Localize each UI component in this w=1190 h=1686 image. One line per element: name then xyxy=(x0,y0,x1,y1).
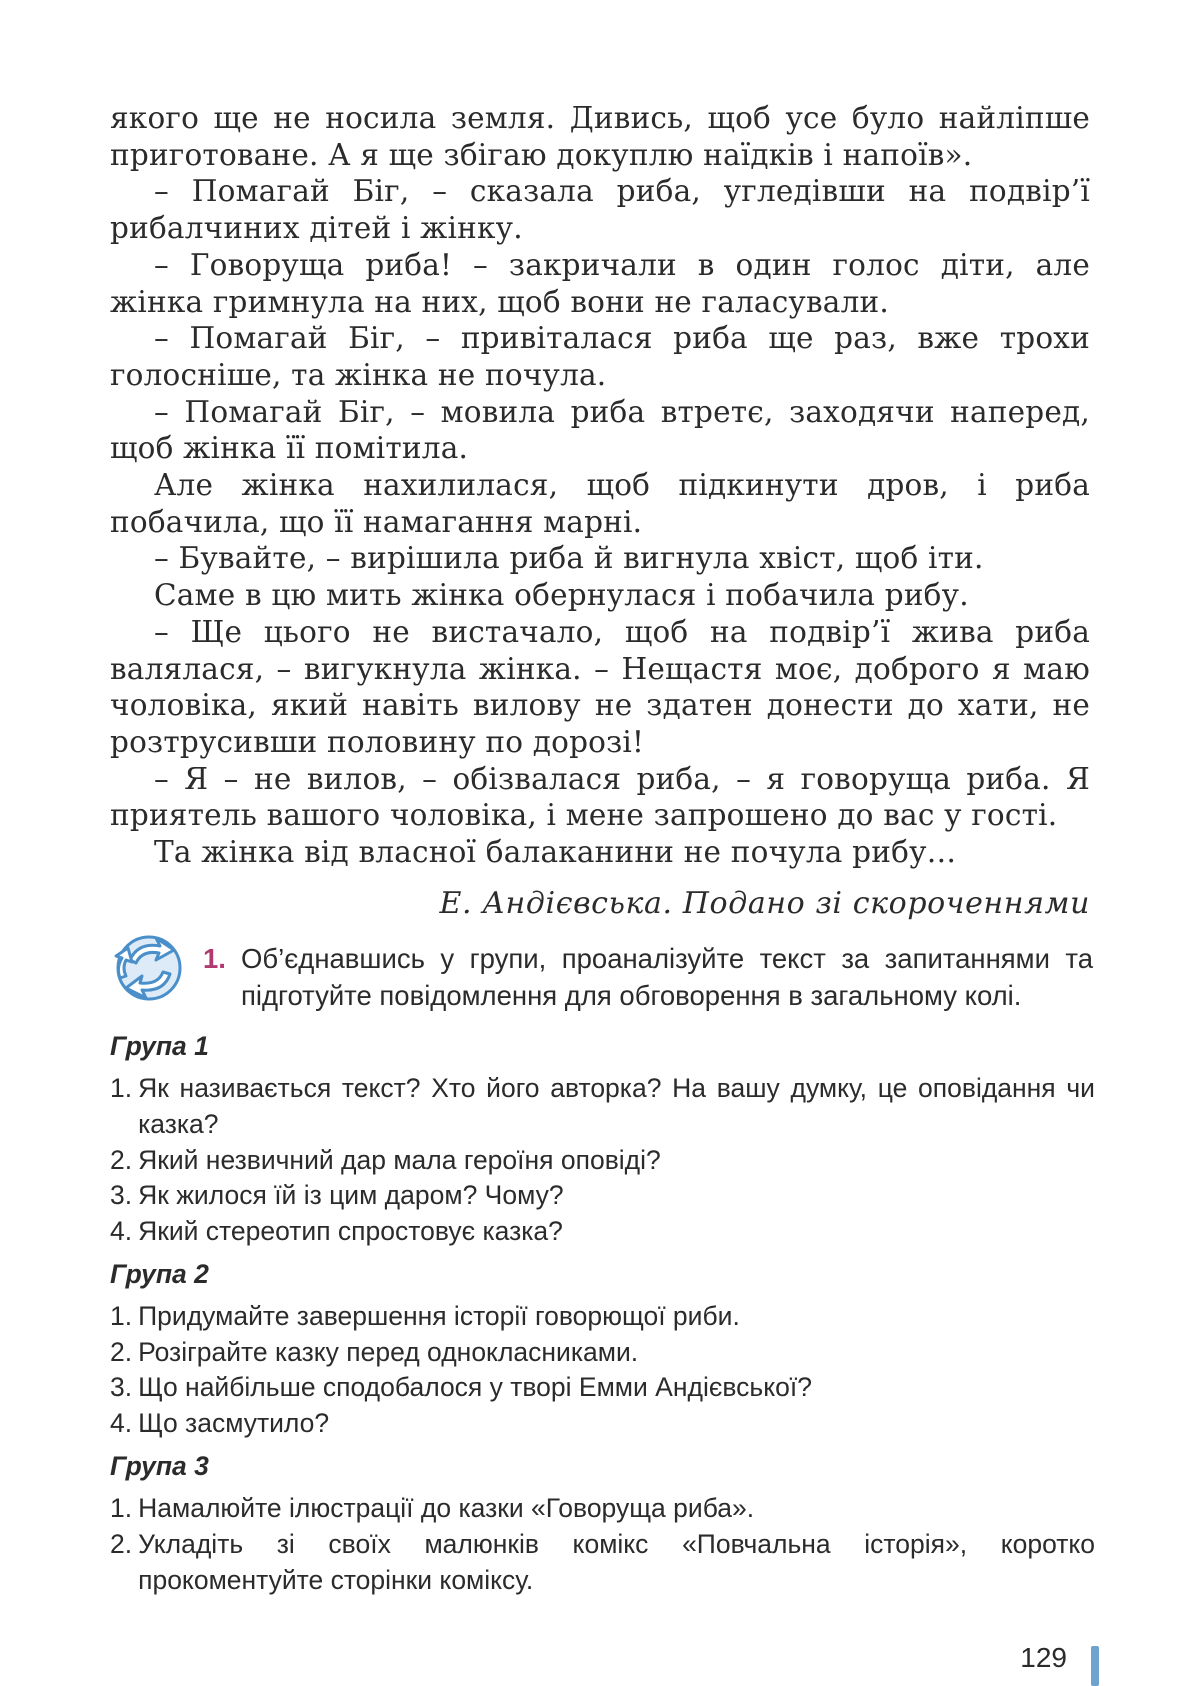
group-questions xyxy=(110,1028,1095,1605)
question-item xyxy=(110,1405,1095,1441)
question-text: Намалюйте ілюстрації до казки «Говоруща риба». xyxy=(138,1493,755,1523)
task-1 xyxy=(203,940,1093,1014)
question-item xyxy=(110,1070,1095,1142)
story-paragraph: Та жінка від власної балаканини не почула рибу… xyxy=(154,835,957,870)
question-number: 2. xyxy=(110,1144,133,1175)
question-text: Розіграйте казку перед однокласниками. xyxy=(138,1336,639,1367)
question-number: 3. xyxy=(110,1372,133,1402)
question-item xyxy=(110,1298,1095,1334)
group-title: Група 1 xyxy=(110,1031,209,1061)
question-item xyxy=(110,1213,1095,1249)
question-text: Як називається текст? Хто його авторка? На вашу думку, це оповідання чи казка? xyxy=(138,1073,1095,1139)
task-number: 1. xyxy=(203,943,226,974)
question-text: Укладіть зі своїх малюнків комікс «Повчальна історія», коротко прокоментуйте сторінки коміксу. xyxy=(138,1528,1095,1595)
page-edge-marker xyxy=(1091,1646,1099,1686)
story-paragraph: – Помагай Біг, – привіталася риба ще раз, вже трохи голосніше, та жінка не почула. xyxy=(110,321,1090,392)
question-number: 2. xyxy=(110,1528,133,1559)
source-attribution: Е. Андієвська. Подано зі скороченнями xyxy=(439,886,1090,921)
question-text: Як жилося їй із цим даром? Чому? xyxy=(138,1180,564,1210)
group-work-icon xyxy=(108,930,190,1006)
group-title: Група 2 xyxy=(110,1259,209,1289)
question-item xyxy=(110,1526,1095,1598)
story-paragraph: Але жінка нахилилася, щоб підкинути дров, і риба побачила, що її намагання марні. xyxy=(110,468,1090,539)
story-paragraph: якого ще не носила земля. Дивись, щоб усе було найліпше приготоване. А я ще збігаю докуплю наїдків і напоїв». xyxy=(110,101,1090,172)
group-question-list xyxy=(110,1070,1095,1249)
question-number: 3. xyxy=(110,1180,133,1210)
question-text: Який незвичний дар мала героїня оповіді? xyxy=(138,1144,661,1175)
question-item xyxy=(110,1177,1095,1213)
story-paragraph: – Бувайте, – вирішила риба й вигнула хвіст, щоб іти. xyxy=(154,541,984,576)
question-number: 2. xyxy=(110,1336,133,1367)
question-text: Що найбільше сподобалося у творі Емми Андієвської? xyxy=(138,1372,812,1402)
question-number: 1. xyxy=(110,1493,133,1523)
story-paragraph: – Помагай Біг, – сказала риба, угледівши на подвір’ї рибалчиних дітей і жінку. xyxy=(110,174,1090,246)
story-paragraph: Саме в цю мить жінка обернулася і побачила рибу. xyxy=(154,578,969,613)
question-item xyxy=(110,1142,1095,1178)
story-paragraph: – Помагай Біг, – мовила риба втретє, заходячи наперед, щоб жінка її помітила. xyxy=(110,394,1090,466)
question-item xyxy=(110,1369,1095,1405)
story-paragraph: – Говоруща риба! – закричали в один голос діти, але жінка гримнула на них, щоб вони не галасували. xyxy=(110,247,1090,319)
question-number: 4. xyxy=(110,1407,133,1438)
question-number: 1. xyxy=(110,1301,133,1331)
question-text: Що засмутило? xyxy=(138,1407,330,1438)
question-number: 1. xyxy=(110,1073,133,1103)
story-paragraph: – Я – не вилов, – обізвалася риба, – я говоруща риба. Я приятель вашого чоловіка, і мене запрошено до вас у гості. xyxy=(110,761,1090,833)
question-text: Придумайте завершення історії говорющої риби. xyxy=(138,1301,740,1331)
task-text: Об’єднавшись у групи, проаналізуйте текст за запитаннями та підготуйте повідомлення для обговорення в загальному колі. xyxy=(241,943,1093,1011)
page-number: 129 xyxy=(1020,1642,1067,1673)
question-item xyxy=(110,1334,1095,1370)
question-number: 4. xyxy=(110,1215,133,1246)
question-text: Який стереотип спростовує казка? xyxy=(138,1215,563,1246)
story-paragraph: – Ще цього не вистачало, щоб на подвір’ї жива риба валялася, – вигукнула жінка. – Нещастя моє, доброго я маю чоловіка, який навіть вилову не здатен донести до хати, не розтрусивши половину по дорозі! xyxy=(110,614,1090,759)
group-title: Група 3 xyxy=(110,1451,209,1481)
group-question-list xyxy=(110,1298,1095,1441)
story-text xyxy=(110,100,1090,871)
group-question-list xyxy=(110,1490,1095,1598)
question-item xyxy=(110,1490,1095,1526)
